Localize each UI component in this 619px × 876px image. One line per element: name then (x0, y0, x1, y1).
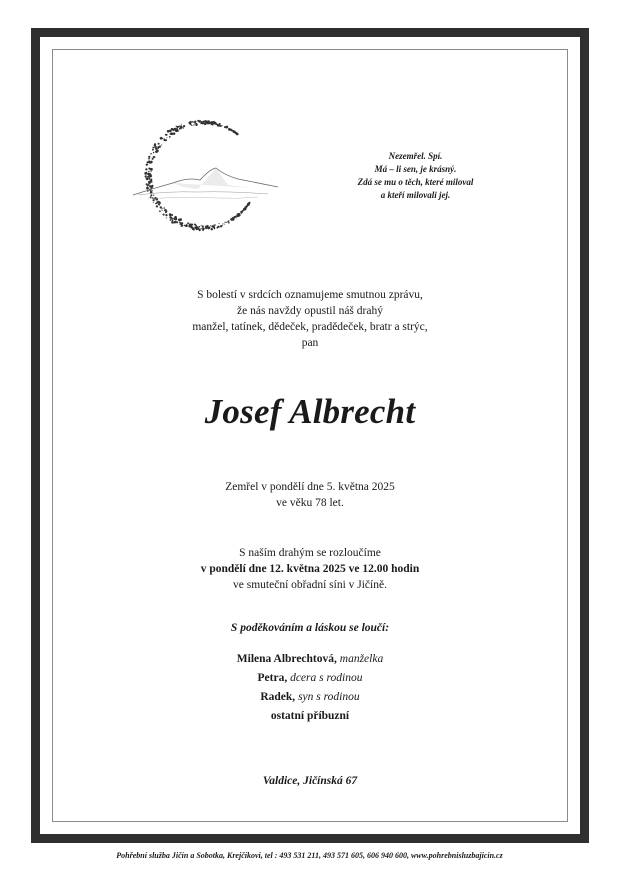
emblem-dot (166, 217, 167, 218)
emblem-dot (192, 121, 194, 123)
emblem-dot (162, 208, 163, 209)
emblem-dot (227, 127, 228, 128)
emblem-dot (166, 137, 167, 138)
funeral-info (80, 545, 540, 593)
emblem-dot (224, 224, 225, 225)
emblem-dot (150, 153, 152, 155)
emblem-dot (226, 126, 227, 127)
emblem-dot (153, 202, 154, 203)
emblem-dot (170, 132, 173, 135)
emblem-dot (218, 223, 219, 224)
mourner-name: Petra, (257, 672, 288, 684)
emblem-dot (186, 224, 187, 225)
emblem-dot (193, 124, 194, 125)
emblem-dot (151, 171, 152, 172)
emblem-dot (210, 225, 211, 226)
emblem-dot (197, 120, 199, 122)
emblem-dot (152, 147, 154, 149)
poem-line: Zdá se mu o těch, které miloval (357, 177, 474, 187)
emblem-dot (188, 225, 191, 228)
emblem-dot (190, 227, 191, 228)
emblem-dot (163, 214, 165, 216)
emblem-dot (160, 202, 162, 204)
mourners-list (110, 650, 510, 726)
emblem-dot (221, 125, 222, 126)
emblem-dot (146, 187, 147, 188)
emblem-dot (207, 225, 209, 227)
emblem-dot (154, 157, 155, 158)
emblem-dot (207, 123, 208, 124)
emblem-dot (149, 181, 151, 183)
emblem-dot (162, 210, 163, 211)
emblem-dot (181, 222, 183, 224)
announcement (110, 287, 510, 351)
emblem-dot (245, 208, 246, 209)
emblem-dot (149, 182, 151, 184)
emblem-dot (234, 216, 236, 218)
emblem-dot (148, 158, 150, 160)
emblem-dot (217, 226, 219, 228)
emblem-dot (176, 126, 177, 127)
emblem-dot (181, 224, 183, 226)
emblem-dot (150, 196, 152, 198)
mourner-name: Radek, (260, 691, 296, 703)
emblem-dot (190, 124, 191, 125)
emblem-dot (160, 137, 163, 140)
emblem-dot (152, 190, 153, 191)
emblem-dot (145, 173, 147, 175)
emblem-dot (183, 125, 185, 127)
emblem-dot (153, 152, 154, 153)
emblem-dot (177, 130, 178, 131)
emblem-dot (190, 122, 191, 123)
emblem-dot (198, 228, 199, 229)
emblem-dot (170, 219, 171, 220)
emblem-dot (200, 123, 201, 124)
emblem-dot (233, 130, 235, 132)
emblem-dot (165, 140, 166, 141)
deceased-name: Josef Albrecht (204, 392, 416, 431)
emblem-dot (237, 133, 239, 135)
emblem-dot (179, 221, 181, 223)
mourner-name: ostatní příbuzní (270, 710, 350, 722)
emblem-dot (199, 121, 201, 123)
announcement-line: manžel, tatínek, dědeček, pradědeček, bratr a strýc, (192, 321, 428, 333)
emblem-dot (194, 224, 196, 226)
emblem-dot (154, 144, 156, 146)
emblem-dot (185, 224, 188, 227)
emblem-dot (202, 122, 204, 124)
emblem-dot (204, 122, 206, 124)
landscape-emblem-icon (88, 95, 288, 245)
emblem-dot (173, 130, 175, 132)
emblem-dot (202, 225, 204, 227)
emblem-dot (169, 136, 171, 138)
announcement-line: že nás navždy opustil náš drahý (237, 305, 383, 317)
emblem-dot (148, 168, 150, 170)
emblem-dot (176, 129, 178, 131)
emblem-dot (145, 168, 147, 170)
emblem-dot (155, 198, 158, 201)
mourner-name: Milena Albrechtová, (236, 653, 337, 665)
emblem-dot (159, 210, 161, 212)
thanks-heading: S poděkováním a láskou se loučí: (230, 622, 390, 634)
emblem-dot (209, 122, 211, 124)
emblem-dot (167, 130, 170, 133)
emblem-dot (165, 210, 167, 212)
emblem-dot (152, 158, 154, 160)
emblem-dot (179, 219, 181, 221)
emblem-dot (156, 146, 157, 147)
emblem-dot (222, 223, 223, 224)
emblem-dot (148, 178, 150, 180)
emblem-dot (165, 214, 167, 216)
emblem-dot (226, 222, 227, 223)
emblem-dot (249, 202, 250, 203)
emblem-dot (156, 205, 158, 207)
mourner-row (110, 688, 510, 707)
emblem-dot (166, 134, 168, 136)
emblem-dot (175, 218, 177, 220)
emblem-dot (182, 127, 183, 128)
emblem-dot (161, 145, 162, 146)
emblem-dot (157, 148, 159, 150)
poem-line: a kteří milovali jej. (380, 190, 451, 200)
emblem-dot (211, 228, 213, 230)
funeral-date: v pondělí dne 12. května 2025 ve 12.00 hodin (200, 563, 420, 575)
emblem-dot (228, 220, 229, 221)
emblem-dot (155, 150, 158, 153)
emblem-dot (191, 125, 192, 126)
emblem-dot (150, 179, 152, 181)
death-info (110, 479, 510, 511)
emblem-dot (204, 120, 205, 121)
emblem-dot (150, 168, 153, 171)
emblem-dot (145, 175, 147, 177)
funeral-line: S naším drahým se rozloučíme (239, 547, 381, 559)
emblem-dot (194, 122, 196, 124)
emblem-dot (198, 226, 200, 228)
poem-line: Má – li sen, je krásný. (374, 164, 457, 174)
emblem-dot (158, 143, 160, 145)
emblem-dot (148, 184, 149, 185)
announcement-line: S bolestí v srdcích oznamujeme smutnou zprávu, (197, 289, 423, 301)
emblem-dot (187, 222, 189, 224)
emblem-dot (224, 126, 226, 128)
emblem-dot (202, 228, 205, 231)
mourner-relation: syn s rodinou (298, 691, 360, 703)
emblem-dot (160, 206, 162, 208)
emblem-dot (232, 217, 235, 220)
emblem-dot (150, 174, 152, 176)
death-age: ve věku 78 let. (276, 497, 344, 509)
emblem-dot (148, 171, 149, 172)
emblem-dot (146, 178, 148, 180)
emblem-dot (201, 225, 202, 226)
emblem-dot (179, 128, 181, 130)
emblem-dot (230, 129, 232, 131)
emblem-dot (149, 161, 151, 163)
emblem-dot (169, 213, 172, 216)
mourner-row (110, 650, 510, 669)
emblem-dot (236, 214, 239, 217)
emblem-dot (228, 222, 230, 224)
emblem-dot (146, 164, 148, 166)
emblem-dot (148, 161, 150, 163)
emblem-dot (176, 221, 178, 223)
emblem-dot (192, 227, 194, 229)
mourner-row (110, 707, 510, 726)
emblem-dot (181, 124, 182, 125)
emblem-dot (200, 228, 201, 229)
emblem-dot (178, 125, 180, 127)
emblem-dot (224, 222, 225, 223)
emblem-dot (163, 207, 165, 209)
emblem-dot (222, 225, 223, 226)
emblem-dot (153, 194, 154, 195)
emblem-dot (214, 228, 215, 229)
emblem-dot (152, 199, 154, 201)
mourner-row (110, 669, 510, 688)
emblem-dot (213, 226, 215, 228)
address: Valdice, Jičínská 67 (262, 775, 358, 787)
emblem-dot (148, 156, 150, 158)
poem-line: Nezemřel. Spí. (388, 151, 443, 161)
emblem-dot (172, 220, 174, 222)
emblem-dot (159, 145, 161, 147)
funeral-service-footer: Pohřební služba Jičín a Sobotka, Krejčíkovi, tel : 493 531 211, 493 571 605, 606 940 600, www.pohrebnisluzbajicin.cz (116, 851, 503, 860)
emblem-dot (184, 225, 185, 226)
emblem-dot (247, 203, 250, 206)
emblem-dot (219, 125, 220, 126)
emblem-dot (169, 216, 172, 219)
emblem-dot (191, 223, 193, 225)
mourner-relation: dcera s rodinou (290, 672, 363, 684)
poem (318, 150, 513, 202)
emblem-dot (173, 132, 176, 135)
emblem-dot (175, 130, 177, 132)
emblem-dot (236, 217, 237, 218)
emblem-dot (241, 211, 243, 213)
emblem-dot (150, 194, 152, 196)
emblem-dot (217, 124, 220, 127)
emblem-dot (164, 138, 166, 140)
emblem-dot (181, 127, 182, 128)
emblem-dot (158, 201, 160, 203)
emblem-dot (215, 224, 216, 225)
mourner-relation: manželka (339, 653, 384, 665)
death-date: Zemřel v pondělí dne 5. května 2025 (225, 481, 395, 493)
announcement-line: pan (301, 337, 319, 349)
emblem-dot (155, 148, 157, 150)
emblem-dot (200, 229, 201, 230)
funeral-place: ve smuteční obřadní síni v Jičíně. (233, 579, 387, 591)
emblem-dot (149, 173, 150, 174)
emblem-dot (152, 149, 154, 151)
emblem-dot (203, 121, 205, 123)
emblem-dot (158, 204, 160, 206)
